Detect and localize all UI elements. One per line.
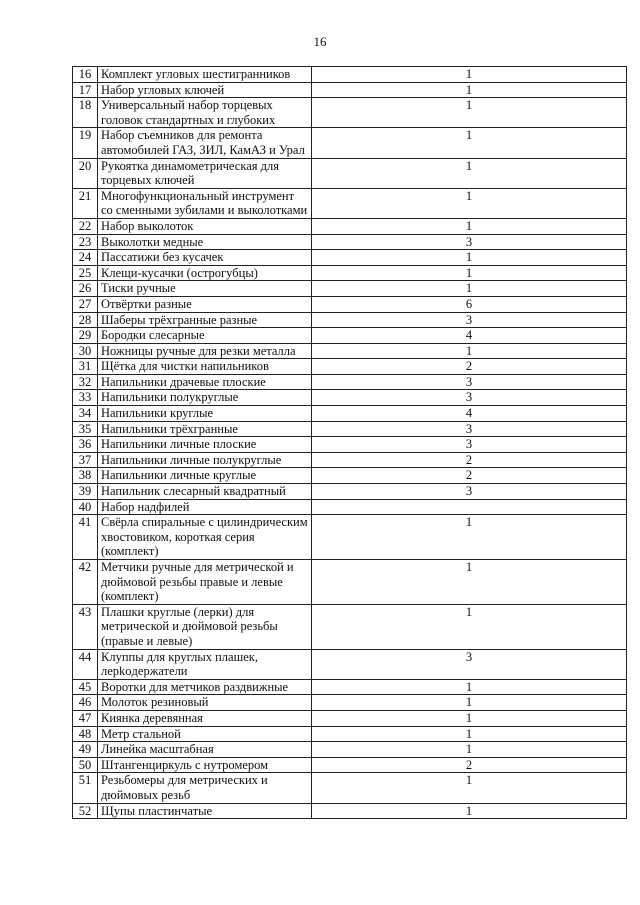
item-name: Ножницы ручные для резки металла <box>98 343 312 359</box>
item-quantity: 1 <box>312 773 627 803</box>
row-number: 22 <box>73 218 98 234</box>
item-quantity: 3 <box>312 649 627 679</box>
row-number: 48 <box>73 726 98 742</box>
item-quantity: 1 <box>312 188 627 218</box>
item-name: Щупы пластинчатые <box>98 803 312 819</box>
row-number: 41 <box>73 515 98 560</box>
item-name: Клещи-кусачки (острогубцы) <box>98 265 312 281</box>
item-quantity: 1 <box>312 281 627 297</box>
table-row <box>73 742 627 758</box>
item-quantity: 1 <box>312 82 627 98</box>
item-name: Резьбомеры для метрических и дюймовых резьб <box>98 773 312 803</box>
table-row <box>73 328 627 344</box>
table-row <box>73 604 627 649</box>
row-number: 40 <box>73 499 98 515</box>
item-quantity <box>312 499 627 515</box>
table-row <box>73 296 627 312</box>
item-quantity: 1 <box>312 67 627 83</box>
item-name: Напильники личные полукруглые <box>98 452 312 468</box>
table-row <box>73 803 627 819</box>
item-quantity: 3 <box>312 484 627 500</box>
item-name: Рукоятка динамометрическая для торцевых ключей <box>98 158 312 188</box>
item-name: Пассатижи без кусачек <box>98 250 312 266</box>
row-number: 20 <box>73 158 98 188</box>
item-name: Метр стальной <box>98 726 312 742</box>
row-number: 49 <box>73 742 98 758</box>
row-number: 26 <box>73 281 98 297</box>
table-row <box>73 773 627 803</box>
item-name: Напильник слесарный квадратный <box>98 484 312 500</box>
row-number: 37 <box>73 452 98 468</box>
table-row <box>73 726 627 742</box>
item-name: Напильники трёхгранные <box>98 421 312 437</box>
item-name: Напильники личные круглые <box>98 468 312 484</box>
row-number: 42 <box>73 560 98 605</box>
row-number: 24 <box>73 250 98 266</box>
row-number: 19 <box>73 128 98 158</box>
item-name: Набор надфилей <box>98 499 312 515</box>
item-quantity: 1 <box>312 695 627 711</box>
row-number: 44 <box>73 649 98 679</box>
row-number: 17 <box>73 82 98 98</box>
item-name: Напильники личные плоские <box>98 437 312 453</box>
item-name: Напильники драчевые плоские <box>98 374 312 390</box>
row-number: 30 <box>73 343 98 359</box>
row-number: 23 <box>73 234 98 250</box>
item-quantity: 1 <box>312 250 627 266</box>
table-row <box>73 218 627 234</box>
item-name: Шаберы трёхгранные разные <box>98 312 312 328</box>
inventory-table-body <box>73 67 627 819</box>
table-row <box>73 234 627 250</box>
item-quantity: 1 <box>312 158 627 188</box>
item-name: Набор съемников для ремонта автомобилей ГАЗ, ЗИЛ, КамАЗ и Урал <box>98 128 312 158</box>
item-quantity: 1 <box>312 515 627 560</box>
table-row <box>73 468 627 484</box>
item-name: Отвёртки разные <box>98 296 312 312</box>
table-row <box>73 67 627 83</box>
table-row <box>73 158 627 188</box>
item-name: Многофункциональный инструмент со сменными зубилами и выколотками <box>98 188 312 218</box>
row-number: 50 <box>73 757 98 773</box>
item-quantity: 2 <box>312 757 627 773</box>
item-name: Свёрла спиральные с цилиндрическим хвостовиком, короткая серия (комплект) <box>98 515 312 560</box>
table-row <box>73 452 627 468</box>
table-row <box>73 406 627 422</box>
item-name: Напильники полукруглые <box>98 390 312 406</box>
item-quantity: 1 <box>312 679 627 695</box>
table-row <box>73 757 627 773</box>
item-name: Выколотки медные <box>98 234 312 250</box>
table-row <box>73 710 627 726</box>
table-row <box>73 695 627 711</box>
item-name: Метчики ручные для метрической и дюймовой резьбы правые и левые (комплект) <box>98 560 312 605</box>
item-quantity: 1 <box>312 265 627 281</box>
item-name: Набор угловых ключей <box>98 82 312 98</box>
table-row <box>73 128 627 158</box>
row-number: 43 <box>73 604 98 649</box>
row-number: 32 <box>73 374 98 390</box>
table-row <box>73 343 627 359</box>
item-name: Киянка деревянная <box>98 710 312 726</box>
item-quantity: 1 <box>312 710 627 726</box>
row-number: 29 <box>73 328 98 344</box>
item-quantity: 3 <box>312 374 627 390</box>
item-name: Универсальный набор торцевых головок стандартных и глубоких <box>98 98 312 128</box>
table-row <box>73 437 627 453</box>
item-quantity: 1 <box>312 560 627 605</box>
table-row <box>73 421 627 437</box>
page-number: 16 <box>313 34 327 49</box>
table-row <box>73 374 627 390</box>
item-quantity: 3 <box>312 390 627 406</box>
item-quantity: 1 <box>312 128 627 158</box>
row-number: 35 <box>73 421 98 437</box>
item-name: Молоток резиновый <box>98 695 312 711</box>
row-number: 34 <box>73 406 98 422</box>
row-number: 27 <box>73 296 98 312</box>
table-row <box>73 98 627 128</box>
item-quantity: 4 <box>312 406 627 422</box>
item-quantity: 2 <box>312 452 627 468</box>
item-name: Штангенциркуль с нутромером <box>98 757 312 773</box>
item-quantity: 1 <box>312 726 627 742</box>
item-quantity: 2 <box>312 359 627 375</box>
row-number: 38 <box>73 468 98 484</box>
table-row <box>73 484 627 500</box>
row-number: 21 <box>73 188 98 218</box>
item-quantity: 1 <box>312 98 627 128</box>
row-number: 28 <box>73 312 98 328</box>
table-row <box>73 499 627 515</box>
table-row <box>73 679 627 695</box>
table-row <box>73 82 627 98</box>
table-row <box>73 359 627 375</box>
item-quantity: 4 <box>312 328 627 344</box>
row-number: 36 <box>73 437 98 453</box>
table-row <box>73 560 627 605</box>
item-name: Клуппы для круглых плашек, лерkoдержатели <box>98 649 312 679</box>
item-name: Плашки круглые (лерки) для метрической и дюймовой резьбы (правые и левые) <box>98 604 312 649</box>
item-name: Линейка масштабная <box>98 742 312 758</box>
item-name: Тиски ручные <box>98 281 312 297</box>
item-quantity: 1 <box>312 803 627 819</box>
table-row <box>73 515 627 560</box>
item-quantity: 3 <box>312 437 627 453</box>
item-name: Комплект угловых шестигранников <box>98 67 312 83</box>
row-number: 52 <box>73 803 98 819</box>
item-quantity: 3 <box>312 312 627 328</box>
item-quantity: 1 <box>312 343 627 359</box>
row-number: 33 <box>73 390 98 406</box>
item-quantity: 1 <box>312 742 627 758</box>
item-name: Бородки слесарные <box>98 328 312 344</box>
inventory-table <box>72 66 627 819</box>
table-row <box>73 649 627 679</box>
table-row <box>73 390 627 406</box>
table-row <box>73 281 627 297</box>
item-name: Щётка для чистки напильников <box>98 359 312 375</box>
row-number: 46 <box>73 695 98 711</box>
item-quantity: 1 <box>312 604 627 649</box>
item-name: Набор выколоток <box>98 218 312 234</box>
row-number: 18 <box>73 98 98 128</box>
row-number: 39 <box>73 484 98 500</box>
row-number: 25 <box>73 265 98 281</box>
table-row <box>73 312 627 328</box>
table-row <box>73 250 627 266</box>
row-number: 31 <box>73 359 98 375</box>
item-quantity: 2 <box>312 468 627 484</box>
row-number: 51 <box>73 773 98 803</box>
row-number: 16 <box>73 67 98 83</box>
row-number: 47 <box>73 710 98 726</box>
item-quantity: 3 <box>312 421 627 437</box>
item-quantity: 6 <box>312 296 627 312</box>
item-name: Воротки для метчиков раздвижные <box>98 679 312 695</box>
item-quantity: 3 <box>312 234 627 250</box>
item-name: Напильники круглые <box>98 406 312 422</box>
table-row <box>73 188 627 218</box>
table-row <box>73 265 627 281</box>
row-number: 45 <box>73 679 98 695</box>
item-quantity: 1 <box>312 218 627 234</box>
